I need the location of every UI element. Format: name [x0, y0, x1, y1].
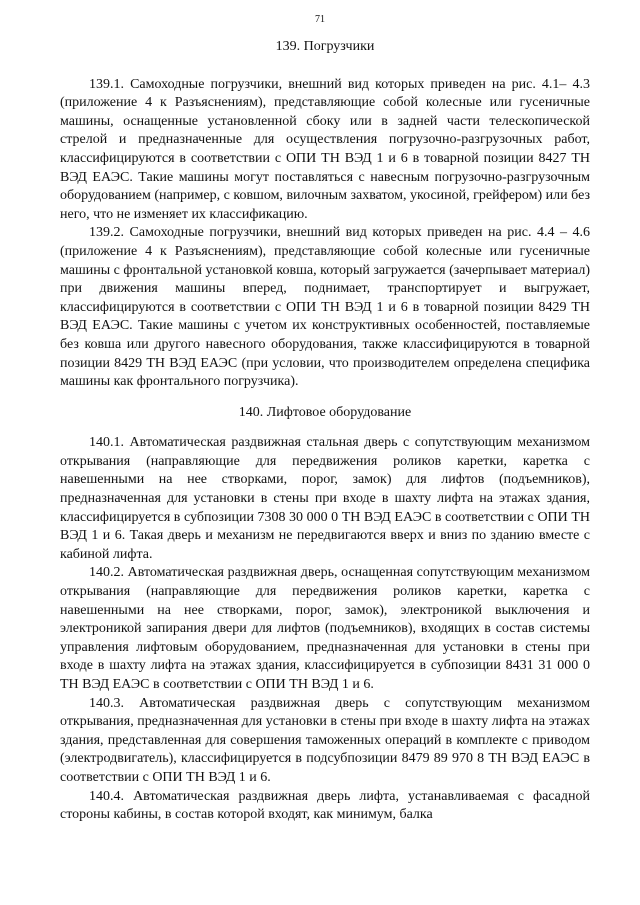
paragraph-140-4: 140.4. Автоматическая раздвижная дверь лифта, устанавливаемая с фасадной стороны кабины, в состав которой входят, как минимум, балка	[60, 788, 590, 823]
document-body	[60, 38, 590, 825]
section-heading-140: 140. Лифтовое оборудование	[238, 404, 412, 420]
paragraph-139-2: 139.2. Самоходные погрузчики, внешний вид которых приведен на рис. 4.4 – 4.6 (приложение 4 к Разъяснениям), представляющие собой колесные или гусеничные машины с фронтальной установкой ковша, который загружается (зачерпывает материал) при движения машины вперед, поднимает, транспортирует и выгружает, классифицируются в соответствии с ОПИ ТН ВЭД 1 и 6 в товарной позиции 8429 ТН ВЭД ЕАЭС. Такие машины с учетом их конструктивных особенностей, поставляемые без ковша или другого навесного оборудования, также классифицируются в товарной позиции 8429 ТН ВЭД ЕАЭС (при условии, что производителем определена специфика машины как фронтального погрузчика).	[60, 225, 590, 390]
section-heading-139: 139. Погрузчики	[275, 39, 375, 54]
page-number: 71	[315, 14, 325, 25]
paragraph-140-1: 140.1. Автоматическая раздвижная стальная дверь с сопутствующим механизмом открывания (направляющие для передвижения роликов каретки, каретка с навешенными на нее створками, порог, замок) для лифтов (подъемников), предназначенная для установки в стены при входе в шахту лифта на этажах здания, классифицируется в субпозиции 7308 30 000 0 ТН ВЭД ЕАЭС в соответствии с ОПИ ТН ВЭД 1 и 6. Такая дверь и механизм не передвигаются вверх и вниз по зданию вместе с кабиной лифта.	[60, 435, 590, 562]
paragraph-139-1: 139.1. Самоходные погрузчики, внешний вид которых приведен на рис. 4.1– 4.3 (приложение 4 к Разъяснениям), представляющие собой колесные или гусеничные машины, оснащенные установленной сбоку или в задней части телескопической стрелой и предназначенные для осуществления погрузочно-разгрузочных работ, классифицируются в соответствии с ОПИ ТН ВЭД 1 и 6 в товарной позиции 8427 ТН ВЭД ЕАЭС. Такие машины могут поставляться с навесным погрузочно-разгрузочным оборудованием (например, с ковшом, вилочным захватом, укосиной, грейфером) или без него, что не изменяет их классификацию.	[60, 76, 590, 222]
paragraph-140-3: 140.3. Автоматическая раздвижная дверь с сопутствующим механизмом открывания, предназначенная для установки в стены при входе в шахту лифта на этажах здания, представленная для совершения таможенных операций в комплекте с приводом (электродвигатель), классифицируется в подсубпозиции 8479 89 970 8 ТН ВЭД ЕАЭС в соответствии с ОПИ ТН ВЭД 1 и 6.	[60, 695, 590, 785]
paragraph-140-2: 140.2. Автоматическая раздвижная дверь, оснащенная сопутствующим механизмом открывания (направляющие для передвижения роликов каретки, каретка с навешенными на нее створками, порог, замок), электроникой выключения и электроникой запирания двери для лифтов (подъемников), входящих в состав системы управления лифтовым оборудованием, предназначенная для установки в стены при входе в шахту лифта на этажах здания, классифицируется в субпозиции 8431 31 000 0 ТН ВЭД ЕАЭС в соответствии с ОПИ ТН ВЭД 1 и 6.	[60, 565, 590, 692]
